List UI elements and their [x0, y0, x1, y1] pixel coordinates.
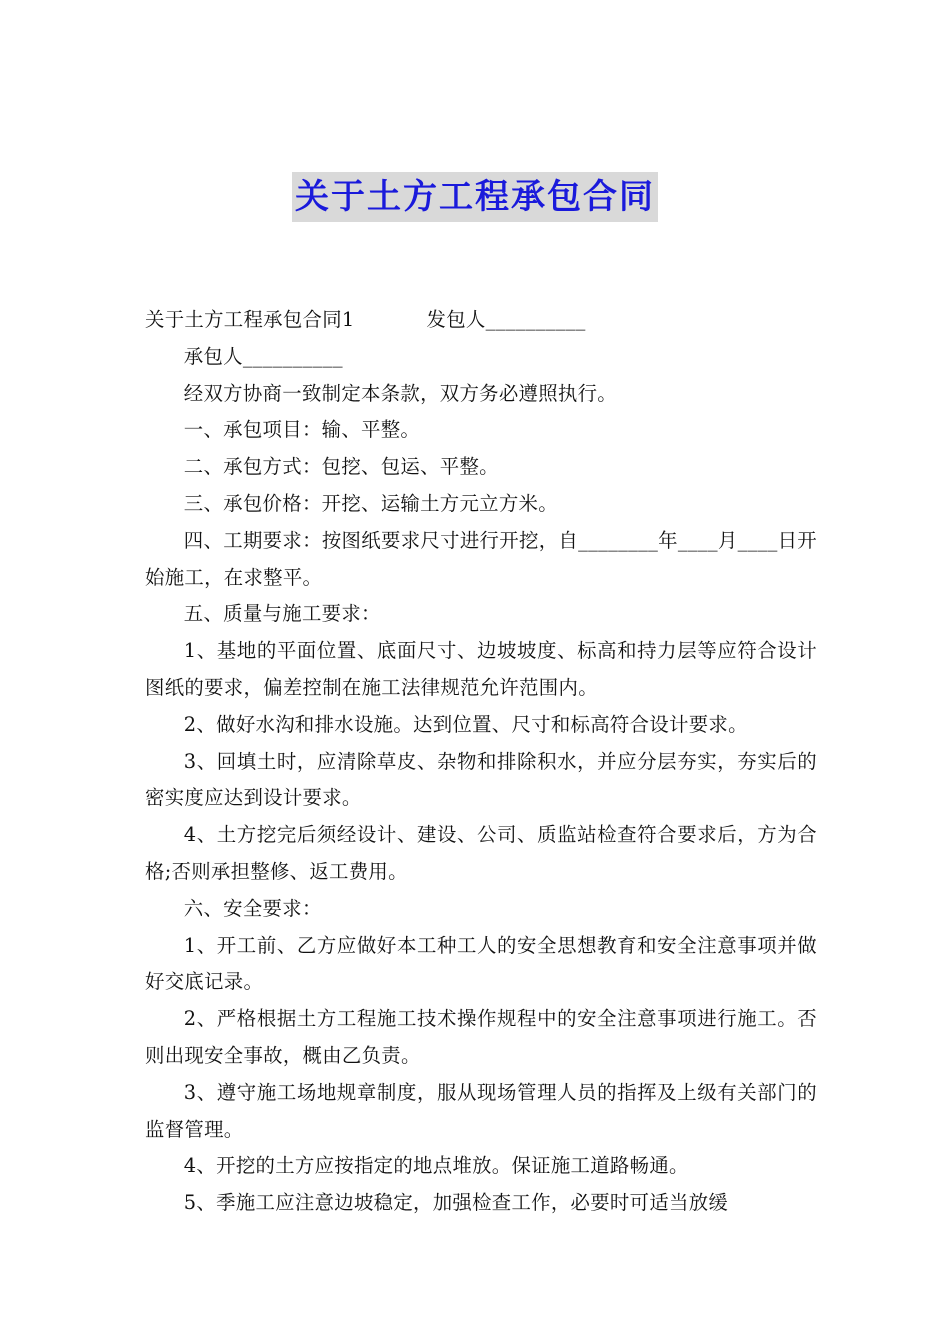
quality-item-4: 4、土方挖完后须经设计、建设、公司、质监站检查符合要求后，方为合格;否则承担整修、返工费用。 — [145, 823, 817, 883]
quality-item-1: 1、基地的平面位置、底面尺寸、边坡坡度、标高和持力层等应符合设计图纸的要求，偏差控制在施工法律规范允许范围内。 — [145, 639, 817, 699]
section-safety-heading: 六、安全要求： — [183, 896, 322, 920]
safety-item-3: 3、遵守施工场地规章制度，服从现场管理人员的指挥及上级有关部门的监督管理。 — [145, 1080, 817, 1141]
clause-schedule: 四、工期要求：按图纸要求尺寸进行开挖，自________年____月____日开始施工，在求整平。 — [145, 528, 817, 589]
document-title: 关于土方工程承包合同 — [292, 172, 658, 222]
contractor-field: 承包人__________ — [183, 344, 343, 368]
employer-field: 发包人__________ — [426, 308, 586, 331]
clause-project: 一、承包项目：输、平整。 — [183, 418, 421, 442]
safety-item-5: 5、季施工应注意边坡稳定，加强检查工作，必要时可适当放缓 — [183, 1191, 729, 1215]
title-container — [0, 172, 950, 222]
paragraph-intro: 经双方协商一致制定本条款，双方务必遵照执行。 — [183, 381, 617, 405]
header-line — [145, 302, 817, 339]
clause-price: 三、承包价格：开挖、运输土方元立方米。 — [183, 491, 558, 515]
quality-item-2: 2、做好水沟和排水设施。达到位置、尺寸和标高符合设计要求。 — [183, 712, 748, 736]
document-body — [145, 302, 817, 1222]
doc-name: 关于土方工程承包合同1 — [145, 308, 355, 331]
safety-item-4: 4、开挖的土方应按指定的地点堆放。保证施工道路畅通。 — [183, 1154, 689, 1178]
quality-item-3: 3、回填土时，应清除草皮、杂物和排除积水，并应分层夯实，夯实后的密实度应达到设计要求。 — [145, 749, 817, 810]
section-quality-heading: 五、质量与施工要求： — [183, 602, 381, 626]
clause-method: 二、承包方式：包挖、包运、平整。 — [183, 455, 499, 479]
safety-item-1: 1、开工前、乙方应做好本工种工人的安全思想教育和安全注意事项并做好交底记录。 — [145, 933, 817, 994]
safety-item-2: 2、严格根据土方工程施工技术操作规程中的安全注意事项进行施工。否则出现安全事故，概由乙负责。 — [145, 1007, 817, 1067]
